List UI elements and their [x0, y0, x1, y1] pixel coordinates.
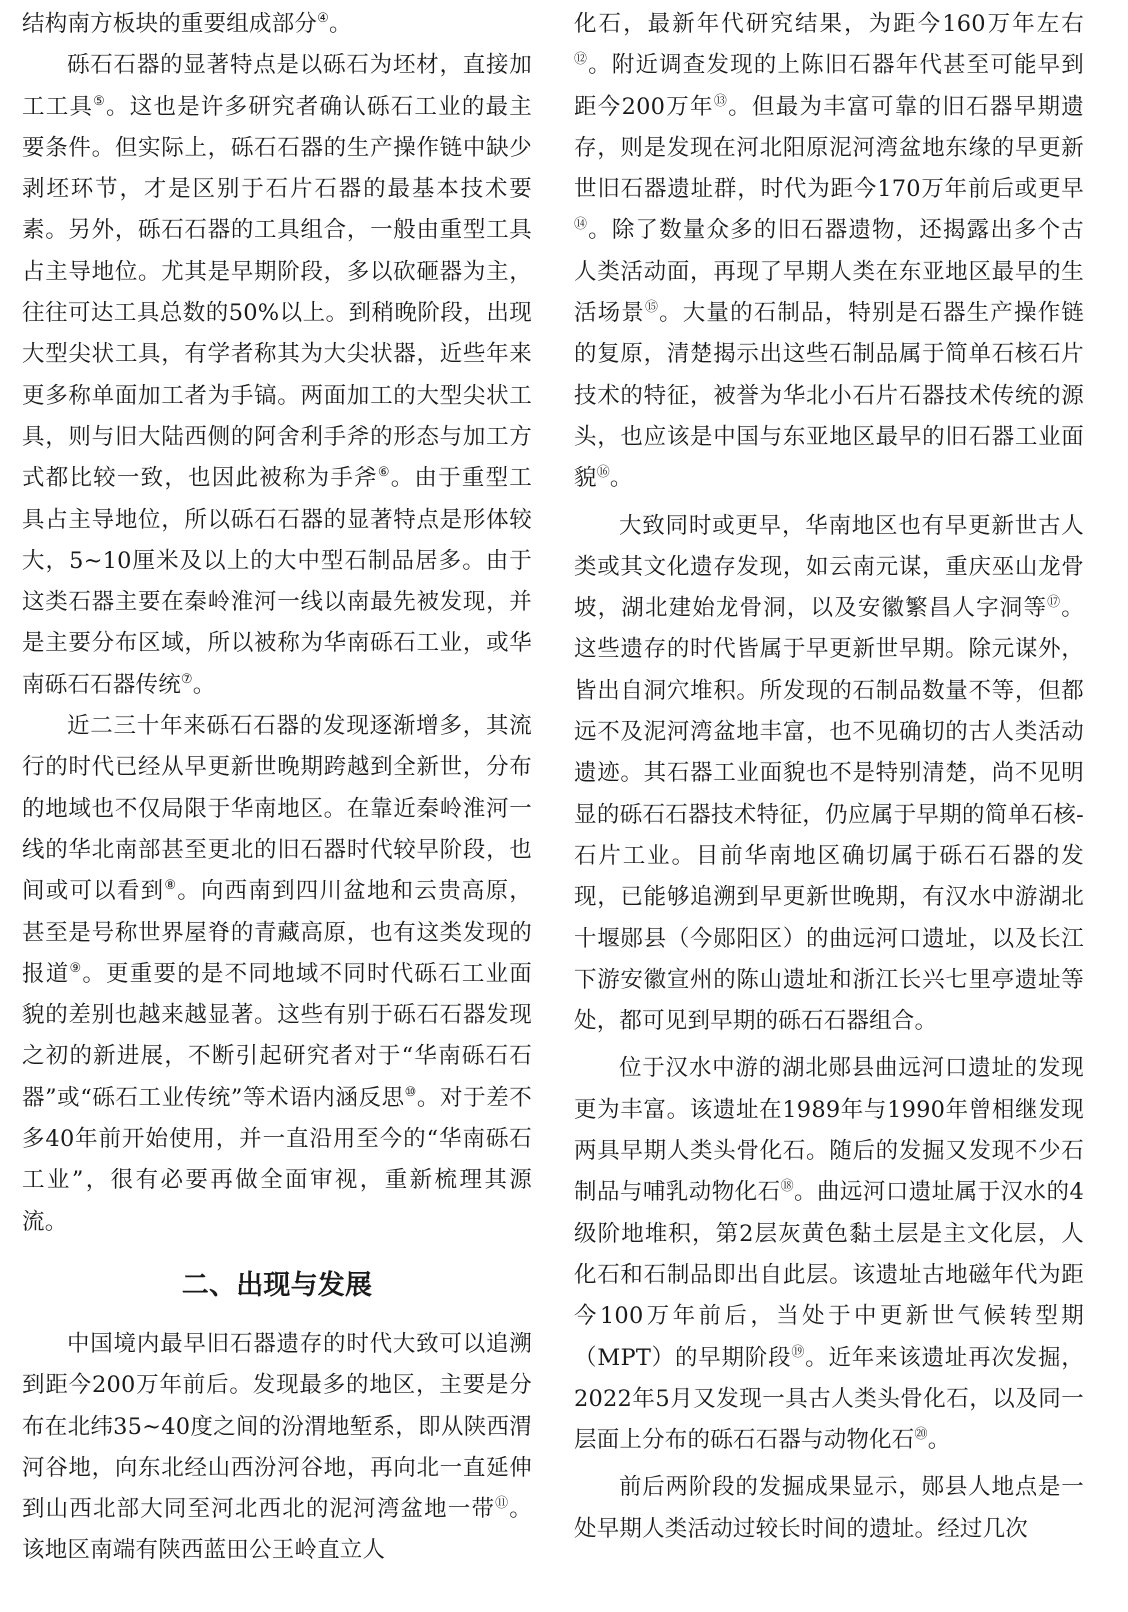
footnote-marker[interactable]: ⑥ — [377, 465, 391, 481]
footnote-marker[interactable]: ⑭ — [574, 217, 589, 233]
footnote-marker[interactable]: ⑧ — [164, 878, 178, 894]
footnote-marker[interactable]: ⑯ — [596, 465, 610, 481]
paragraph-quyuanhekou-site: 位于汉水中游的湖北郧县曲远河口遗址的发现更为丰富。该遗址在1989年与1990年曾相继发现两具早期人类头骨化石。随后的发掘又发现不少石制品与哺乳动物化石⑱。曲远河口遗址属于汉水的4级阶地堆积，第2层灰黄色黏土层是主文化层，人化石和石制品即出自此层。该遗址古地磁年代为距今100万年前后，当处于中更新世气候转型期（MPT）的早期阶段⑲。近年来该遗址再次发掘，2022年5月又发现一具古人类头骨化石，以及同一层面上分布的砾石石器与动物化石⑳。 — [574, 1055, 1085, 1454]
footnote-marker[interactable]: ⑩ — [404, 1084, 417, 1100]
paragraph-earliest-remains: 中国境内最早旧石器遗存的时代大致可以追溯到距今200万年前后。发现最多的地区，主要是分布在北纬35~40度之间的汾渭地堑系，即从陕西渭河谷地，向东北经山西汾河谷地，再向北一直延伸到山西北部大同至河北西北的泥河湾盆地一带⑪。该地区南端有陕西蓝田公王岭直立人 — [22, 1330, 532, 1564]
footnote-marker[interactable]: ⑨ — [69, 960, 83, 976]
footnote-marker[interactable]: ⑤ — [93, 93, 107, 109]
footnote-marker[interactable]: ⑦ — [180, 671, 193, 687]
paragraph-south-china-finds: 大致同时或更早，华南地区也有早更新世古人类或其文化遗存发现，如云南元谋，重庆巫山龙骨坡，湖北建始龙骨洞，以及安徽繁昌人字洞等⑰。这些遗存的时代皆属于早更新世早期。除元谋外，皆出自洞穴堆积。所发现的石制品数量不等，但都远不及泥河湾盆地丰富，也不见确切的古人类活动遗迹。其石器工业面貌也不是特别清楚，尚不见明显的砾石石器技术特征，仍应属于早期的简单石核-石片工业。目前华南地区确切属于砾石石器的发现，已能够追溯到早更新世晚期，有汉水中游湖北十堰郧县（今郧阳区）的曲远河口遗址，以及长江下游安徽宣州的陈山遗址和浙江长兴七里亭遗址等处，都可见到早期的砾石石器组合。 — [574, 512, 1084, 1035]
footnote-marker[interactable]: ⑳ — [914, 1427, 928, 1443]
footnote-marker[interactable]: ④ — [317, 11, 329, 26]
footnote-marker[interactable]: ⑫ — [574, 52, 589, 68]
right-column — [574, 4, 1084, 1550]
left-column — [22, 4, 532, 1572]
footnote-marker[interactable]: ⑬ — [713, 93, 729, 109]
paragraph-continued: 化石，最新年代研究结果，为距今160万年左右⑫。附近调查发现的上陈旧石器年代甚至可能早到距今200万年⑬。但最为丰富可靠的旧石器早期遗存，则是发现在河北阳原泥河湾盆地东缘的早更新世旧石器遗址群，时代为距今170万年前后或更早⑭。除了数量众多的旧石器遗物，还揭露出多个古人类活动面，再现了早期人类在东亚地区最早的生活场景⑮。大量的石制品，特别是石器生产操作链的复原，清楚揭示出这些石制品属于简单石核石片技术的特征，被誉为华北小石片石器技术传统的源头，也应该是中国与东亚地区最早的旧石器工业面貌⑯。 — [574, 11, 1085, 492]
footnote-marker[interactable]: ⑲ — [791, 1344, 806, 1360]
paragraph-gravel-tools-features: 砾石石器的显著特点是以砾石为坯材，直接加工工具⑤。这也是许多研究者确认砾石工业的最主要条件。但实际上，砾石石器的生产操作链中缺少剥坯环节，才是区别于石片石器的最基本技术要素。另外，砾石石器的工具组合，一般由重型工具占主导地位。尤其是早期阶段，多以砍砸器为主，往往可达工具总数的50%以上。到稍晚阶段，出现大型尖状工具，有学者称其为大尖状器，近些年来更多称单面加工者为手镐。两面加工的大型尖状工具，则与旧大陆西侧的阿舍利手斧的形态与加工方式都比较一致，也因此被称为手斧⑥。由于重型工具占主导地位，所以砾石石器的显著特点是形体较大，5~10厘米及以上的大中型石制品居多。由于这类石器主要在秦岭淮河一线以南最先被发现，并是主要分布区域，所以被称为华南砾石工业，或华南砾石石器传统⑦。 — [22, 52, 532, 698]
footnote-marker[interactable]: ⑪ — [495, 1496, 510, 1512]
paragraph-recent-discoveries: 近二三十年来砾石石器的发现逐渐增多，其流行的时代已经从早更新世晚期跨越到全新世，分布的地域也不仅局限于华南地区。在靠近秦岭淮河一线的华北南部甚至更北的旧石器时代较早阶段，也间或可以看到⑧。向西南到四川盆地和云贵高原，甚至是号称世界屋脊的青藏高原，也有这类发现的报道⑨。更重要的是不同地域不同时代砾石工业面貌的差别也越来越显著。这些有别于砾石石器发现之初的新进展，不断引起研究者对于“华南砾石石器”或“砾石工业传统”等术语内涵反思⑩。对于差不多40年前开始使用，并一直沿用至今的“华南砾石工业”，很有必要再做全面审视，重新梳理其源流。 — [22, 713, 532, 1235]
paragraph-excavation-results: 前后两阶段的发掘成果显示，郧县人地点是一处早期人类活动过较长时间的遗址。经过几次 — [574, 1474, 1084, 1542]
section-heading: 二、出现与发展 — [181, 1269, 373, 1301]
footnote-marker[interactable]: ⑮ — [644, 300, 660, 316]
paragraph-continued: 结构南方板块的重要组成部分④。 — [22, 11, 352, 37]
footnote-marker[interactable]: ⑱ — [780, 1179, 795, 1195]
footnote-marker[interactable]: ⑰ — [1047, 595, 1062, 611]
